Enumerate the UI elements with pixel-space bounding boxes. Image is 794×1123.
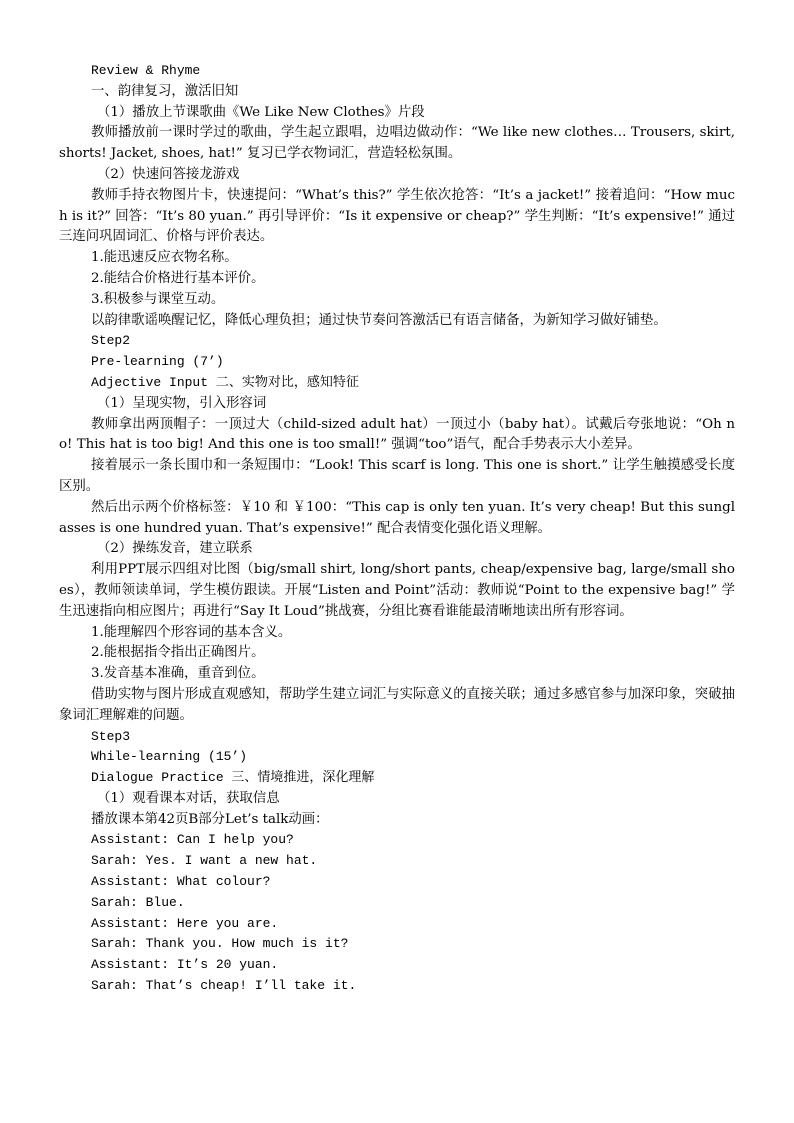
paragraph: （1）呈现实物，引入形容词 [97,395,267,411]
paragraph: （1）播放上节课歌曲《We Like New Clothes》片段 [97,104,425,120]
paragraph: 1.能理解四个形容词的基本含义。 [91,624,292,640]
paragraph: Assistant: It’s 20 yuan. [91,957,279,973]
paragraph: Adjective Input 二、实物对比，感知特征 [91,374,359,390]
paragraph: 教师拿出两顶帽子：一顶过大（child-sized adult hat）一顶过小（baby hat）。试戴后夸张地说：“Oh no! This hat is too big! And this one is too small!” 强调“too”语气，配合手势表示大小差异。 [59,416,735,453]
paragraph: Assistant: Here you are. [91,915,279,931]
paragraph: 播放课本第42页B部分Let’s talk动画： [91,811,329,827]
paragraph: 教师手持衣物图片卡，快速提问：“What’s this?” 学生依次抢答：“It’s a jacket!” 接着追问：“How much is it?” 回答：“It’s 80 yuan.” 再引导评价：“Is it expensive or cheap?” 学生判断：“It’s expensive!” 通过三连问巩固词汇、价格与评价表达。 [59,187,735,245]
paragraph: Sarah: Thank you. How much is it? [91,936,349,952]
paragraph: Sarah: That’s cheap! I’ll take it. [91,978,357,994]
paragraph: 2.能结合价格进行基本评价。 [91,270,265,286]
paragraph: 借助实物与图片形成直观感知，帮助学生建立词汇与实际意义的直接关联；通过多感官参与加深印象，突破抽象词汇理解难的问题。 [59,686,735,723]
paragraph: 然后出示两个价格标签：￥10 和 ￥100：“This cap is only ten yuan. It’s very cheap! But this sunglasses is one hundred yuan. That’s expensive!” 配合表情变化强化语义理解。 [59,499,735,536]
paragraph: （1）观看课本对话，获取信息 [97,790,280,806]
document-page [59,61,735,997]
paragraph: Sarah: Yes. I want a new hat. [91,853,318,869]
paragraph: （2）操练发音，建立联系 [97,541,253,557]
paragraph: 一、韵律复习，激活旧知 [91,83,239,99]
paragraph: 教师播放前一课时学过的歌曲，学生起立跟唱，边唱边做动作：“We like new clothes… Trousers, skirt, shorts! Jacket, shoes, hat!” 复习已学衣物词汇，营造轻松氛围。 [59,125,735,162]
paragraph: Dialogue Practice 三、情境推进，深化理解 [91,770,375,786]
paragraph: Sarah: Blue. [91,894,185,910]
paragraph: （2）快速问答接龙游戏 [97,166,240,182]
paragraph: Assistant: Can I help you? [91,832,294,848]
paragraph: 以韵律歌谣唤醒记忆，降低心理负担；通过快节奏问答激活已有语言储备，为新知学习做好铺垫。 [91,312,667,328]
paragraph: Review & Rhyme [91,63,201,78]
paragraph: Assistant: What colour? [91,874,271,890]
paragraph: 3.发音基本准确，重音到位。 [91,666,265,682]
paragraph: Pre-learning (7’) [91,354,224,370]
paragraph: 3.积极参与课堂互动。 [91,291,225,307]
paragraph: 1.能迅速反应衣物名称。 [91,250,238,266]
paragraph: 2.能根据指令指出正确图片。 [91,645,265,661]
paragraph: While-learning (15’) [91,749,248,765]
paragraph: Step2 [91,333,131,349]
paragraph: 接着展示一条长围巾和一条短围巾：“Look! This scarf is long. This one is short.” 让学生触摸感受长度区别。 [59,458,735,494]
paragraph: Step3 [91,728,131,744]
paragraph: 利用PPT展示四组对比图（big/small shirt, long/short pants, cheap/expensive bag, large/small shoes），教师领读单词，学生模仿跟读。开展“Listen and Point”活动：教师说“Point to the expensive bag!” 学生迅速指向相应图片；再进行“Say It Loud”挑战赛，分组比赛看谁能最清晰地读出所有形容词。 [59,562,735,619]
